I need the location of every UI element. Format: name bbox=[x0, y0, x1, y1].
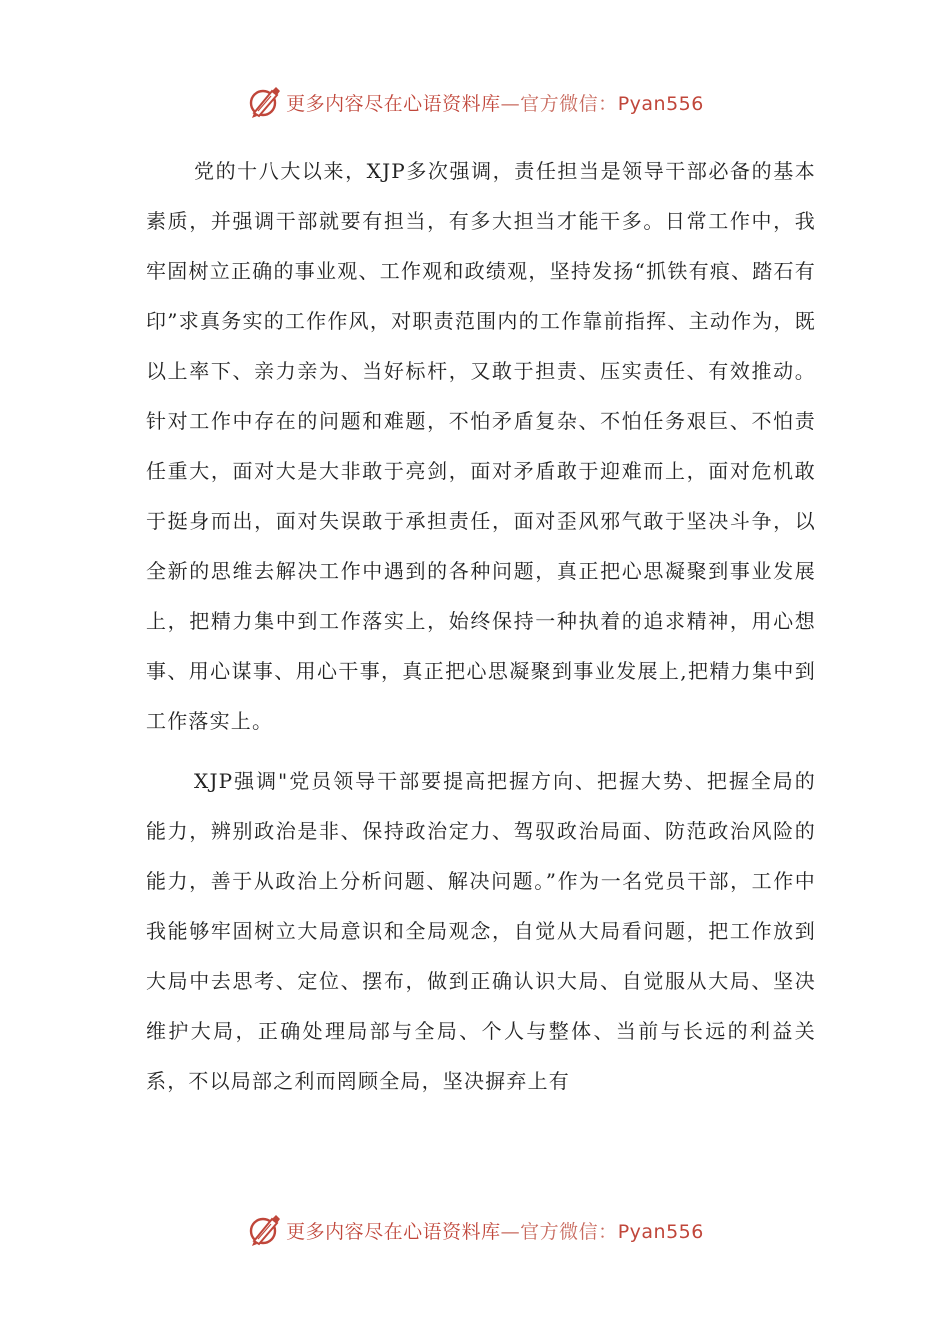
paragraph-2: XJP强调"党员领导干部要提高把握方向、把握大势、把握全局的能力，辨别政治是非、保持政治定力、驾驭政治局面、防范政治风险的能力，善于从政治上分析问题、解决问题。”作为一名党员干部，工作中我能够牢固树立大局意识和全局观念，自觉从大局看问题，把工作放到大局中去思考、定位、摆布，做到正确认识大局、自觉服从大局、坚决维护大局，正确处理局部与全局、个人与整体、当前与长远的利益关系，不以局部之利而罔顾全局，坚决摒弃上有 bbox=[146, 769, 816, 1093]
paragraph-1: 党的十八大以来，XJP多次强调，责任担当是领导干部必备的基本素质，并强调干部就要有担当，有多大担当才能干多。日常工作中，我牢固树立正确的事业观、工作观和政绩观，坚持发扬“抓铁有痕、踏石有印”求真务实的工作作风，对职责范围内的工作靠前指挥、主动作为，既以上率下、亲力亲为、当好标杆，又敢于担责、压实责任、有效推动。针对工作中存在的问题和难题，不怕矛盾复杂、不怕任务艰巨、不怕责任重大，面对大是大非敢于亮剑，面对矛盾敢于迎难而上，面对危机敢于挺身而出，面对失误敢于承担责任，面对歪风邪气敢于坚决斗争，以全新的思维去解决工作中遇到的各种问题，真正把心思凝聚到事业发展上，把精力集中到工作落实上，始终保持一种执着的追求精神，用心想事、用心谋事、用心干事，真正把心思凝聚到事业发展上,把精力集中到工作落实上。 bbox=[146, 159, 816, 733]
banner-text bbox=[286, 89, 704, 116]
header-banner bbox=[0, 80, 950, 124]
banner-text bbox=[286, 1217, 704, 1244]
footer-banner bbox=[0, 1208, 950, 1252]
banner-dash: — bbox=[500, 1220, 521, 1243]
pen-logo-icon bbox=[246, 1212, 282, 1248]
banner-dash: — bbox=[500, 92, 521, 115]
banner-main-text: 更多内容尽在心语资料库 bbox=[286, 92, 501, 115]
banner-wechat-id: Pyan556 bbox=[617, 1220, 704, 1243]
banner-sub-text: 官方微信： bbox=[520, 1220, 618, 1243]
pen-logo-icon bbox=[246, 84, 282, 120]
banner-wechat-id: Pyan556 bbox=[617, 92, 704, 115]
banner-main-text: 更多内容尽在心语资料库 bbox=[286, 1220, 501, 1243]
banner-sub-text: 官方微信： bbox=[520, 92, 618, 115]
document-body bbox=[146, 146, 816, 1106]
